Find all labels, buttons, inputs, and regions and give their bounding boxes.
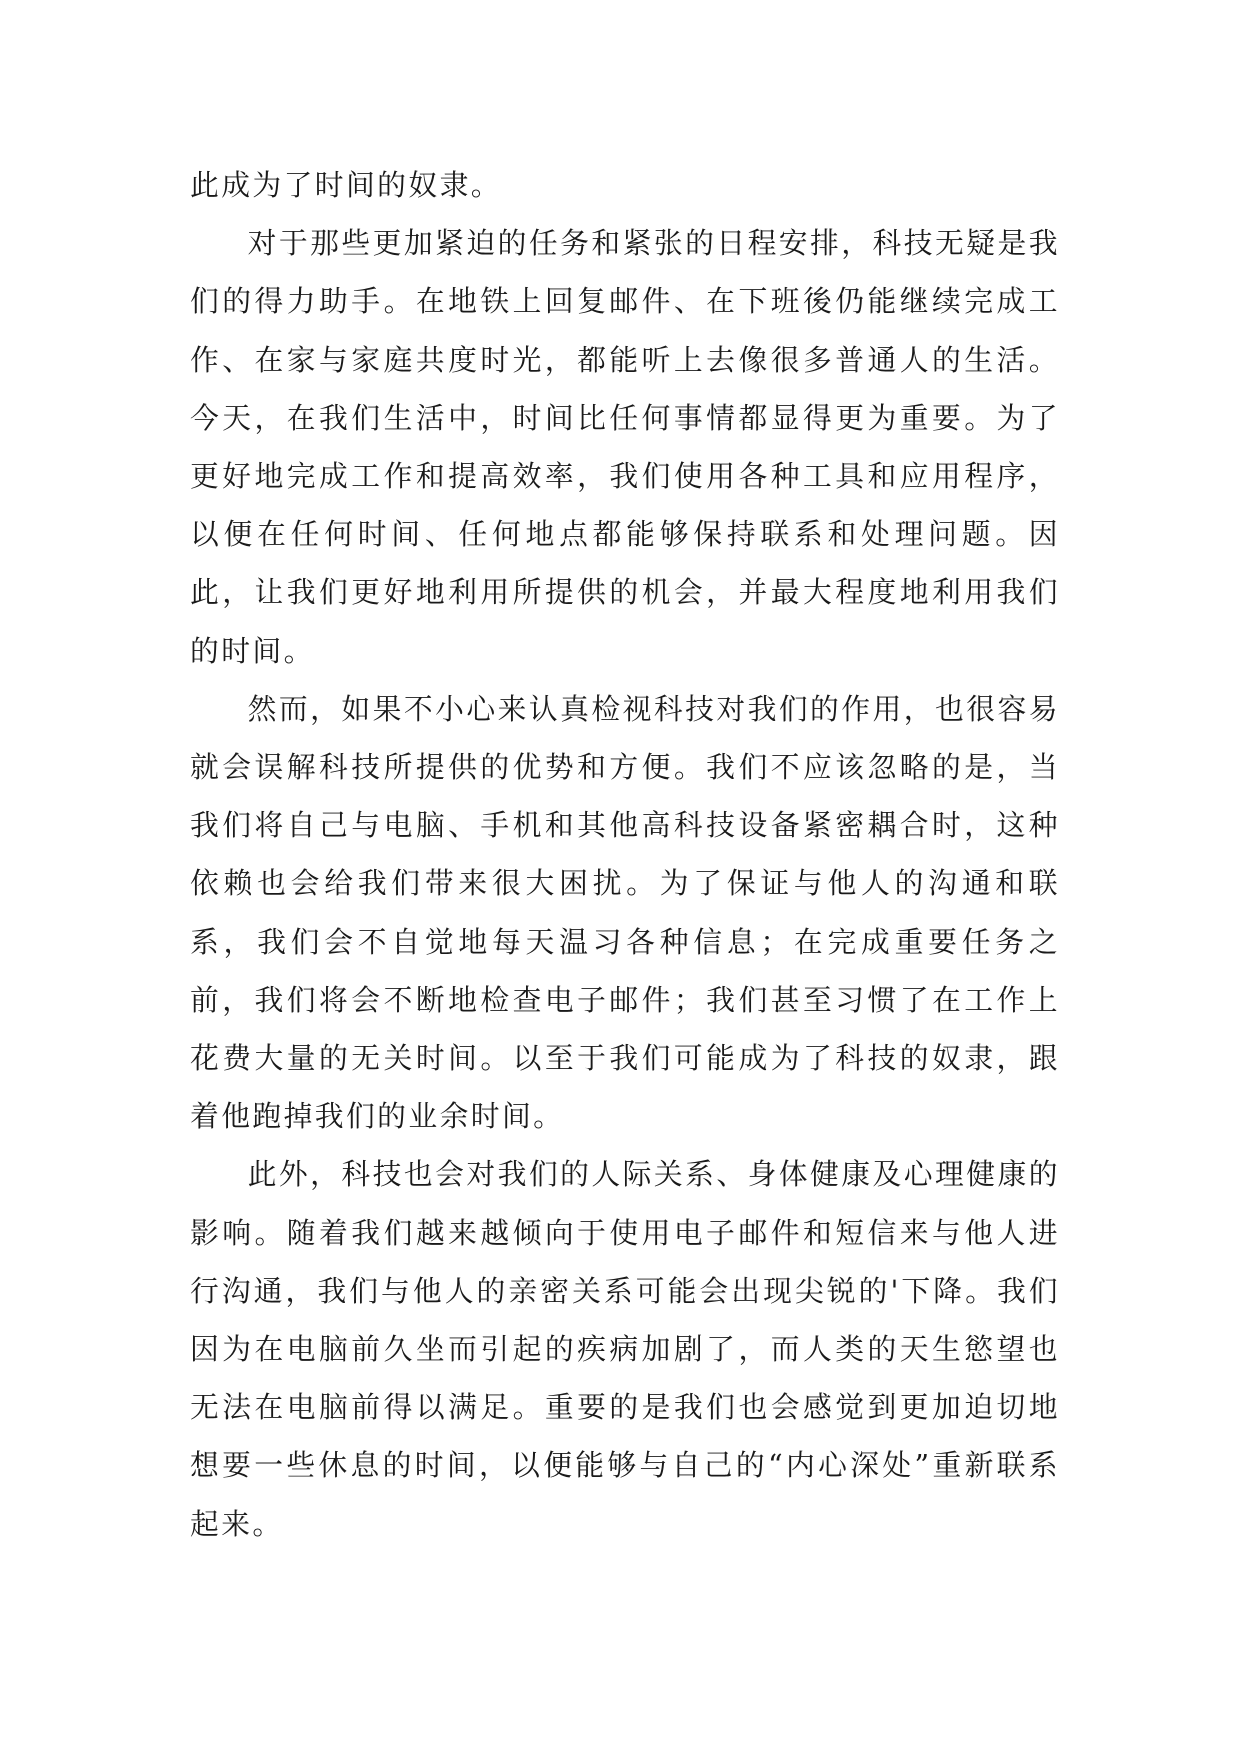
paragraph-2: 对于那些更加紧迫的任务和紧张的日程安排，科技无疑是我们的得力助手。在地铁上回复邮件、在下班後仍能继续完成工作、在家与家庭共度时光，都能听上去像很多普通人的生活。今天，在我们生活中，时间比任何事情都显得更为重要。为了更好地完成工作和提高效率，我们使用各种工具和应用程序，以便在任何时间、任何地点都能够保持联系和处理问题。因此，让我们更好地利用所提供的机会，并最大程度地利用我们的时间。 [190, 226, 1060, 668]
paragraph-1: 此成为了时间的奴隶。 [190, 168, 502, 202]
document-page [190, 156, 1060, 1553]
paragraph-3: 然而，如果不小心来认真检视科技对我们的作用，也很容易就会误解科技所提供的优势和方便。我们不应该忽略的是，当我们将自己与电脑、手机和其他高科技设备紧密耦合时，这种依赖也会给我们带来很大困扰。为了保证与他人的沟通和联系，我们会不自觉地每天温习各种信息；在完成重要任务之前，我们将会不断地检查电子邮件；我们甚至习惯了在工作上花费大量的无关时间。以至于我们可能成为了科技的奴隶，跟着他跑掉我们的业余时间。 [190, 691, 1060, 1134]
paragraph-4: 此外，科技也会对我们的人际关系、身体健康及心理健康的影响。随着我们越来越倾向于使用电子邮件和短信来与他人进行沟通，我们与他人的亲密关系可能会出现尖锐的'下降。我们因为在电脑前久坐而引起的疾病加剧了，而人类的天生慾望也无法在电脑前得以满足。重要的是我们也会感觉到更加迫切地想要一些休息的时间，以便能够与自己的“内心深处”重新联系起来。 [190, 1157, 1060, 1541]
